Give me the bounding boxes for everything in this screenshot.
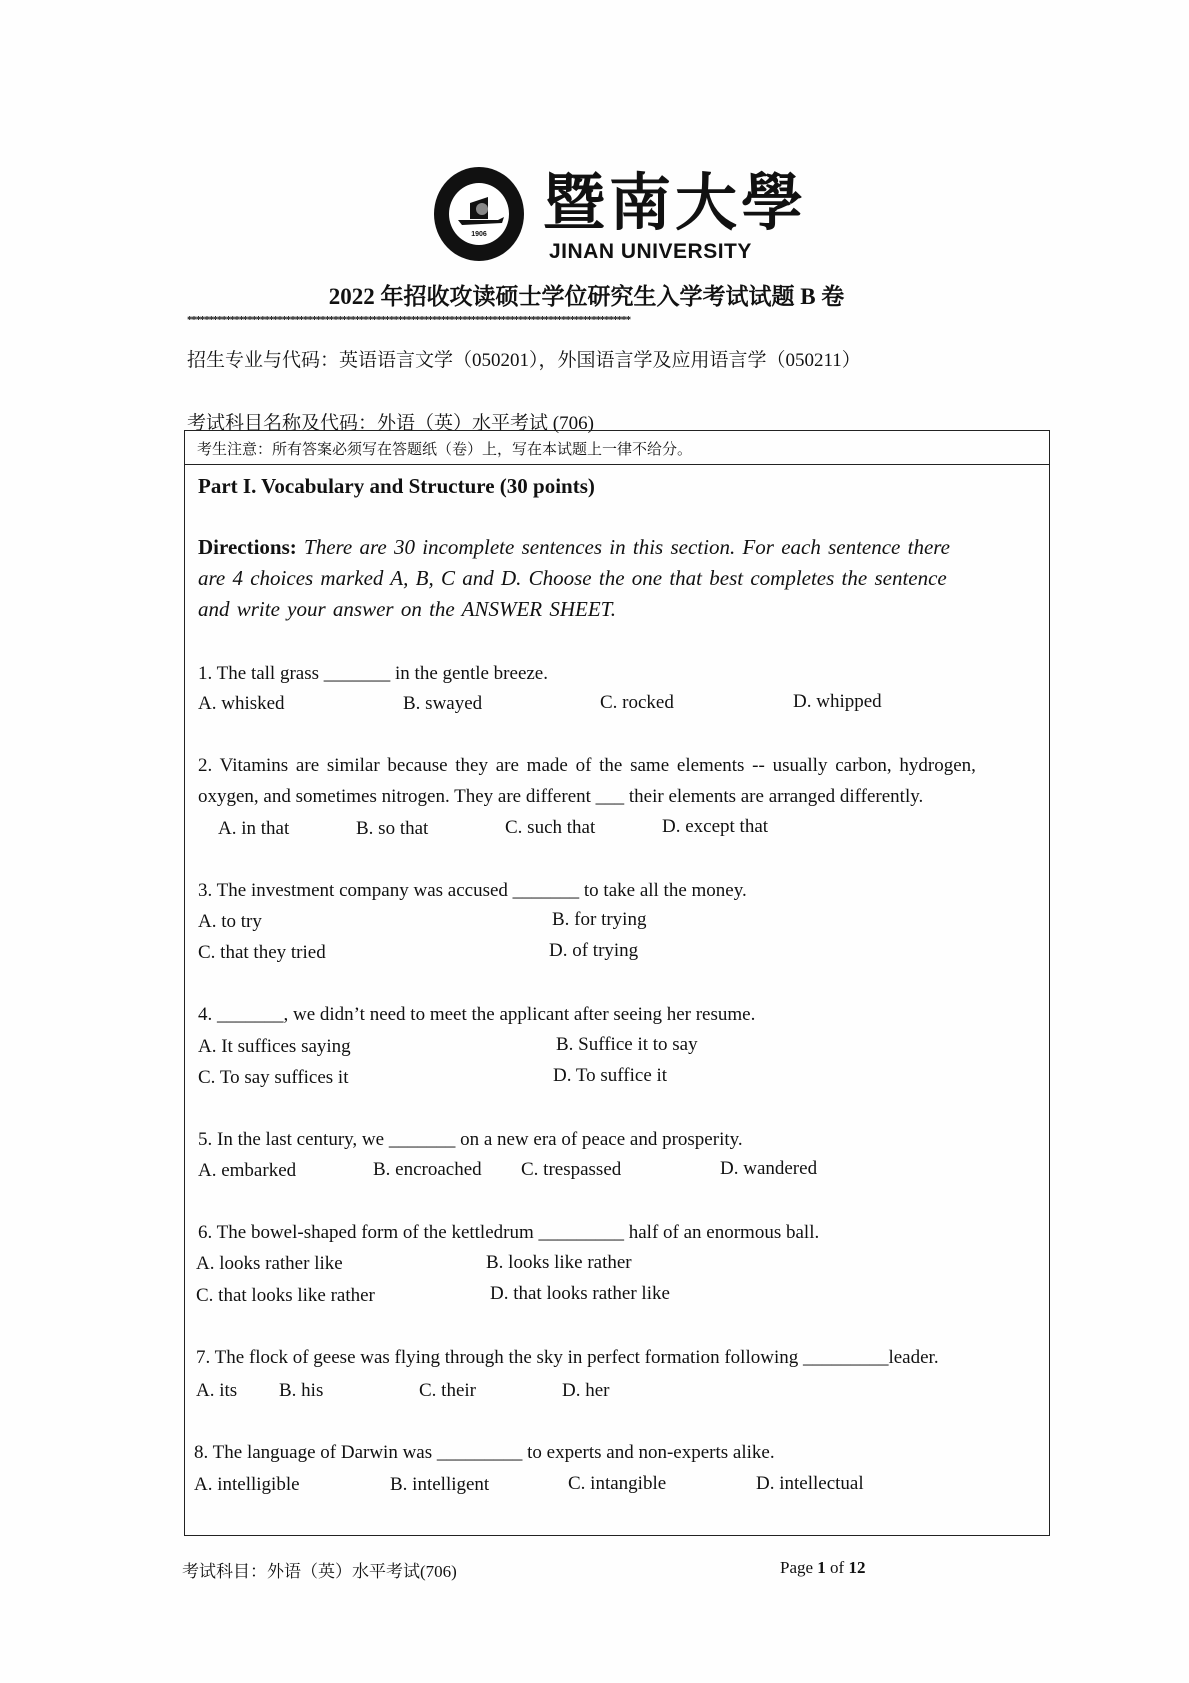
footer-subject: 考试科目：外语（英）水平考试(706) [182,1562,457,1581]
question-8: 8. The language of Darwin was _________ to experts and non-experts alike. [194,1442,775,1463]
option: B. intelligent [390,1474,490,1495]
university-name-en: JINAN UNIVERSITY [549,240,752,263]
option: D. of trying [549,940,639,961]
notice-row [185,431,1049,465]
option: B. Suffice it to say [556,1034,698,1055]
directions-line [198,535,950,560]
option: C. that they tried [198,942,326,963]
option: C. their [419,1380,476,1401]
directions-text: There are 30 incomplete sentences in this section. For each sentence there [304,535,950,559]
option: B. for trying [552,909,647,930]
option: B. encroached [373,1159,482,1180]
option: C. To say suffices it [198,1067,349,1088]
option: B. looks like rather [486,1252,632,1273]
page-number [780,1558,865,1578]
question-5: 5. In the last century, we _______ on a new era of peace and prosperity. [198,1129,743,1150]
directions-label: Directions: [198,535,297,559]
notice-text: 考生注意：所有答案必须写在答题纸（卷）上，写在本试题上一律不给分。 [197,442,693,458]
option: C. intangible [568,1473,667,1494]
question-3: 3. The investment company was accused _______ to take all the money. [198,880,747,901]
question-1: 1. The tall grass _______ in the gentle breeze. [198,663,548,684]
page-total: 12 [848,1558,866,1577]
directions-line: are 4 choices marked A, B, C and D. Choose the one that best completes the sentence [198,566,947,590]
exam-title: 2022 年招收攻读硕士学位研究生入学考试试题 B 卷 [328,284,845,309]
seal-year: 1906 [471,231,487,238]
option: D. that looks rather like [490,1283,670,1304]
question-2-line-2: oxygen, and sometimes nitrogen. They are different ___ their elements are arranged differently. [198,786,924,807]
page-of: of [825,1558,849,1577]
option: C. rocked [600,692,674,713]
option: D. wandered [720,1158,818,1179]
option: C. trespassed [521,1159,622,1180]
option: C. such that [505,817,596,838]
option: A. looks rather like [196,1253,343,1274]
option: A. It suffices saying [198,1036,351,1057]
option: A. embarked [198,1160,297,1181]
option: D. except that [662,816,769,837]
dotted-separator: ******************************************************************************************************* [187,316,630,324]
university-seal-logo [432,165,526,263]
option: C. that looks like rather [196,1285,375,1306]
question-6: 6. The bowel-shaped form of the kettledrum _________ half of an enormous ball. [198,1222,820,1243]
option: D. intellectual [756,1473,864,1494]
option: A. intelligible [194,1474,300,1495]
directions-line: and write your answer on the ANSWER SHEET. [198,597,617,621]
option: A. whisked [198,693,285,714]
part-heading: Part I. Vocabulary and Structure (30 points) [198,474,595,498]
option: A. in that [218,818,290,839]
option: A. to try [198,911,262,932]
question-2: 2. Vitamins are similar because they are made of the same elements -- usually carbon, hydrogen, [198,755,976,776]
option: B. swayed [403,693,483,714]
option: A. its [196,1380,238,1401]
page-current: 1 [817,1558,826,1577]
question-box [184,430,1050,1536]
question-4: 4. _______, we didn’t need to meet the applicant after seeing her resume. [198,1004,756,1025]
option: D. whipped [793,691,882,712]
major-line: 招生专业与代码：英语语言文学（050201），外国语言学及应用语言学（050211） [187,350,861,371]
university-name-cn: 暨南大學 [543,166,808,239]
option: D. her [562,1380,610,1401]
subject-line: 考试科目名称及代码：外语（英）水平考试 (706) [187,413,594,434]
option: B. his [279,1380,324,1401]
option: B. so that [356,818,429,839]
option: D. To suffice it [553,1065,668,1086]
question-7: 7. The flock of geese was flying through the sky in perfect formation following _________leader. [196,1347,939,1368]
page-prefix: Page [780,1558,818,1577]
